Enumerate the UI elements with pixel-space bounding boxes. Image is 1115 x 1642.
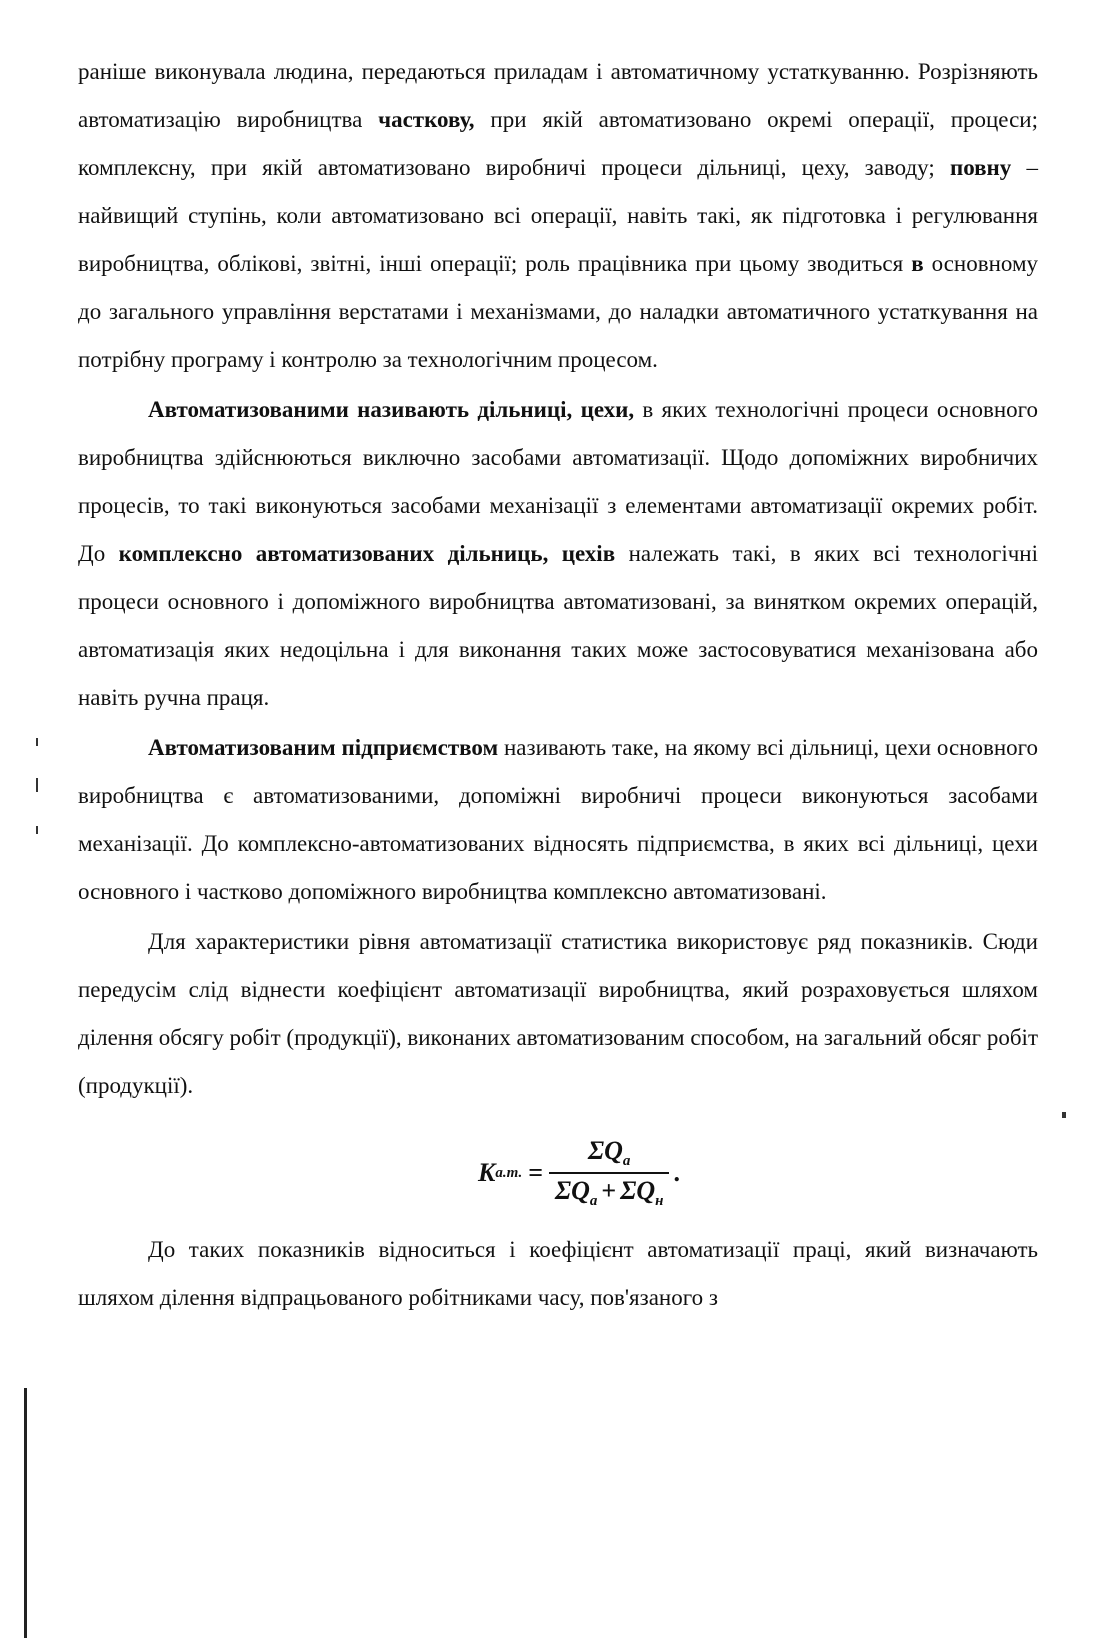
paragraph-labor-coefficient: До таких показників відноситься і коефіцієнт автоматизації праці, який визначають шляхом ділення відпрацьованого робітниками часу, пов'язаного з — [78, 1237, 1038, 1310]
bold-preposition: в — [911, 251, 924, 276]
term-full: повну — [949, 155, 1012, 180]
formula-automation-coefficient — [78, 1116, 1038, 1224]
formula-equals: = — [528, 1158, 544, 1187]
term-automated-sections: Автоматизованими називають дільниці, цехи, — [148, 397, 635, 422]
formula-fraction — [549, 1136, 669, 1210]
term-automated-enterprise: Автоматизованим підприємством — [148, 735, 499, 760]
scan-speck — [36, 778, 38, 792]
formula-denominator: $\Sigma Q_а + \Sigma Q_н$ — [549, 1172, 669, 1210]
formula-end-dot: . — [673, 1158, 680, 1187]
scan-speck — [36, 826, 38, 834]
paragraph-automation-types: раніше виконувала людина, передаються приладам і автоматичному устаткуванню. Розрізняють автоматизацію виробництва часткову, при якій автоматизовано окремі операції, процеси; комплексну, при якій автоматизовано виробничі процеси дільниці, цеху, заводу; повну – найвищий ступінь, коли автоматизовано всі операції, навіть такі, як підготовка і регулювання виробництва, облікові, звітні, інші операції; роль працівника при цьому зводиться в основному до загального управління верстатами і механізмами, до наладки автоматичного устаткування на потрібну програму і контролю за технологічним процесом. — [78, 59, 1039, 372]
scan-margin-bar — [24, 1388, 27, 1638]
scan-speck — [36, 738, 38, 746]
formula-numerator: $\Sigma Q_а$ — [588, 1136, 631, 1169]
paragraph-automated-sections: Автоматизованими називають дільниці, цехи, в яких технологічні процеси основного виробництва здійснюються виключно засобами автоматизації. Щодо допоміжних виробничих процесів, то такі виконуються засобами механізації з елементами автоматизації окремих робіт. До комплексно автоматизованих дільниць, цехів належать такі, в яких всі технологічні процеси основного і допоміжного виробництва автоматизовані, за винятком окремих операцій, автоматизація яких недоцільна і для виконання таких може застосовуватися механізована або навіть ручна праця. — [78, 397, 1038, 710]
term-complex-automated-sections: комплексно автоматизованих дільниць, цехів — [118, 541, 616, 566]
term-partial: часткову, — [378, 107, 475, 132]
scan-speck — [1062, 1112, 1066, 1118]
paragraph-indicators: Для характеристики рівня автоматизації статистика використовує ряд показників. Сюди передусім слід віднести коефіцієнт автоматизації виробництва, який розраховується шляхом ділення обсягу робіт (продукції), виконаних автоматизованим способом, на загальний обсяг робіт (продукції). — [78, 929, 1038, 1098]
paragraph-automated-enterprise: Автоматизованим підприємством називають таке, на якому всі дільниці, цехи основного виробництва є автоматизованими, допоміжні виробничі процеси виконуються засобами механізації. До комплексно-автоматизованих відносять підприємства, в яких всі дільниці, цехи основного і частково допоміжного виробництва комплексно автоматизовані. — [78, 735, 1038, 904]
formula-lhs: K — [478, 1158, 496, 1187]
formula-lhs-subscript: а.т. — [495, 1164, 523, 1181]
document-page — [78, 48, 1038, 1322]
